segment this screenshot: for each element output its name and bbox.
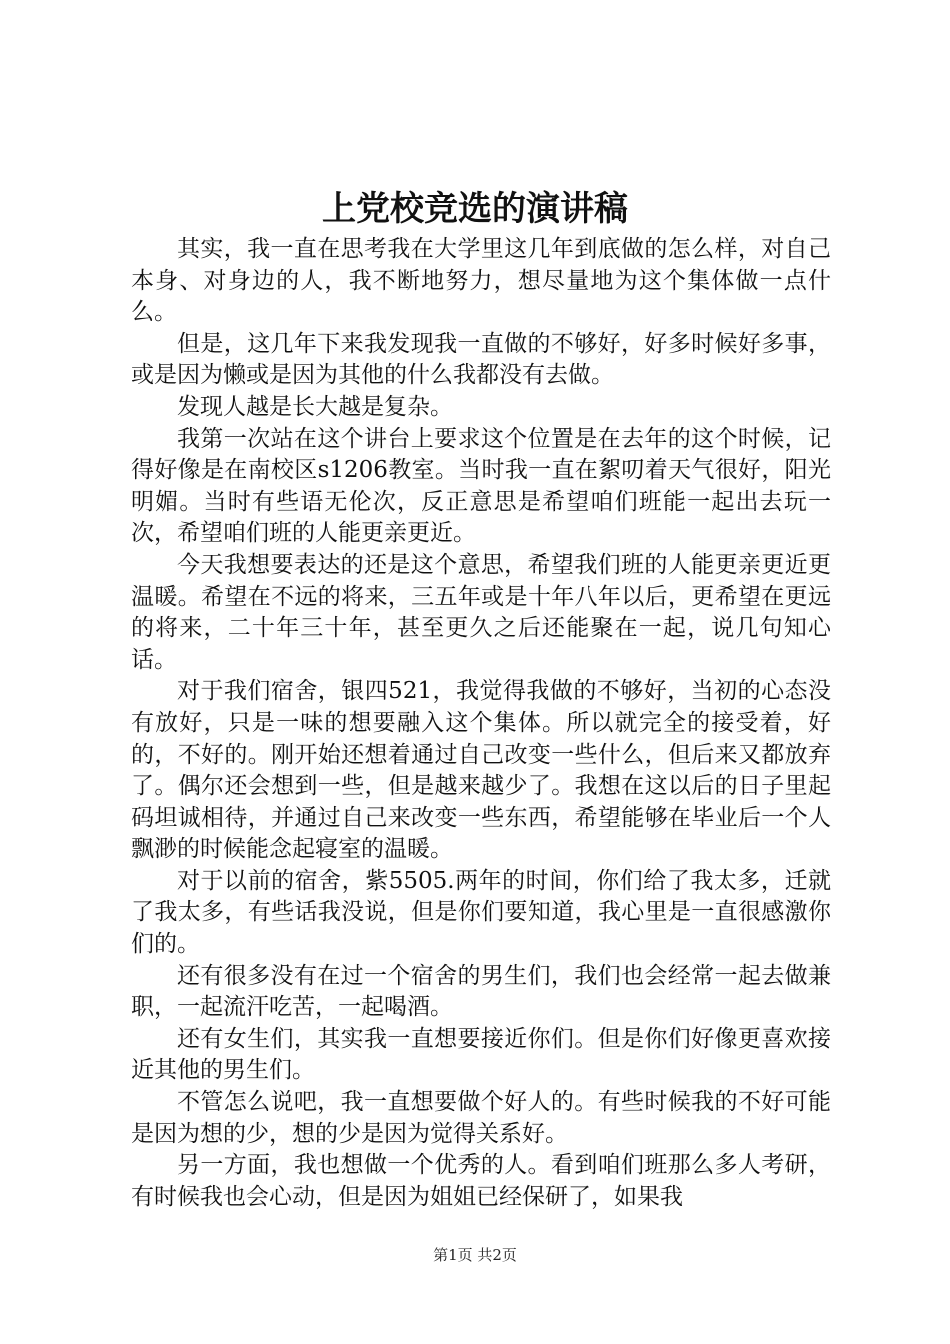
page-title: 上党校竞选的演讲稿 <box>322 189 628 229</box>
paragraph: 发现人越是长大越是复杂。 <box>177 393 453 420</box>
paragraph: 其实，我一直在思考我在大学里这几年到底做的怎么样，对自己本身、对身边的人，我不断地努力，想尽量地为这个集体做一点什么。 <box>131 236 831 326</box>
paragraph: 但是，这几年下来我发现我一直做的不够好，好多时候好多事，或是因为懒或是因为其他的什么我都没有去做。 <box>131 330 831 389</box>
paragraph: 还有很多没有在过一个宿舍的男生们，我们也会经常一起去做兼职，一起流汗吃苦，一起喝酒。 <box>131 962 831 1021</box>
paragraph: 对于以前的宿舍，紫5505.两年的时间，你们给了我太多，迁就了我太多，有些话我没说，但是你们要知道，我心里是一直很感激你们的。 <box>131 867 831 958</box>
paragraph: 不管怎么说吧，我一直想要做个好人的。有些时候我的不好可能是因为想的少，想的少是因为觉得关系好。 <box>131 1089 831 1147</box>
paragraph: 另一方面，我也想做一个优秀的人。看到咱们班那么多人考研，有时候我也会心动，但是因为姐姐已经保研了，如果我 <box>131 1152 831 1210</box>
page-footer: 第1页 共2页 <box>433 1246 517 1264</box>
paragraph: 对于我们宿舍，银四521，我觉得我做的不够好，当初的心态没有放好，只是一味的想要融入这个集体。所以就完全的接受着，好的，不好的。刚开始还想着通过自己改变一些什么，但后来又都放弃了。偶尔还会想到一些，但是越来越少了。我想在这以后的日子里起码坦诚相待，并通过自己来改变一些东西，希望能够在毕业后一个人飘渺的时候能念起寝室的温暖。 <box>131 678 831 863</box>
paragraph: 我第一次站在这个讲台上要求这个位置是在去年的这个时候，记得好像是在南校区s1206教室。当时我一直在絮叨着天气很好，阳光明媚。当时有些语无伦次，反正意思是希望咱们班能一起出去玩一次，希望咱们班的人能更亲更近。 <box>131 425 831 547</box>
paragraph: 今天我想要表达的还是这个意思，希望我们班的人能更亲更近更温暖。希望在不远的将来，三五年或是十年八年以后，更希望在更远的将来，二十年三十年，甚至更久之后还能聚在一起，说几句知心话。 <box>131 551 831 673</box>
paragraph: 还有女生们，其实我一直想要接近你们。但是你们好像更喜欢接近其他的男生们。 <box>131 1025 831 1084</box>
document-body <box>131 234 831 1213</box>
